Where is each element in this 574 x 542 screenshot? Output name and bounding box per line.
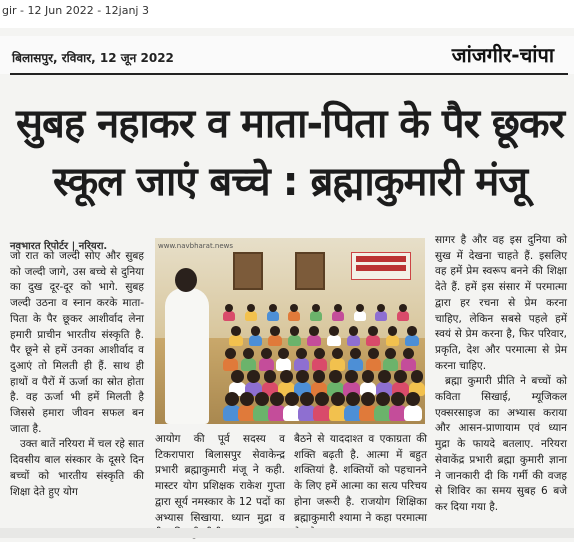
column-3-paragraph: बैठने से याददाश्त व एकाग्रता की शक्ति बढ़ती है. आत्मा में बहुत शक्तियां है. शक्तियों को पहचानने के लिए हमें आत्मा का सत्य परिचय होना जरूरी है. राजयोग शिक्षिका ब्रह्माकुमारी श्यामा ने कहा परमात्मा [294, 433, 427, 524]
article-column-4 [435, 233, 567, 516]
photo-child [313, 370, 326, 383]
photo-child [247, 370, 260, 383]
photo-child-body [249, 335, 263, 347]
photo-child [368, 348, 379, 359]
photo-child [345, 370, 358, 383]
column-1-paragraph-2: उक्त बातें नरियरा में चल रहे सात दिवसीय बाल संस्कार के दूसरे दिन बच्चों को भारतीय संस्कृति की शिक्षा देते हुए योग [10, 438, 144, 498]
photo-child-body [223, 311, 235, 321]
photo-child-body [354, 311, 366, 321]
photo-child [240, 392, 254, 406]
photo-child [329, 326, 339, 336]
column-2-paragraph: आयोग की पूर्व सदस्य व टिकरापारा बिलासपुर सेवाकेन्द्र प्रभारी ब्रह्माकुमारी मंजू ने कही. मास्टर योग प्रशिक्षक राकेश गुप्ता द्वारा सूर्य नमस्कार के 12 पदों का अभ्यास सिखाया. ध्यान मुद्रा व [155, 433, 285, 524]
photo-child-body [405, 335, 419, 347]
article-column-3 [294, 432, 427, 542]
photo-child [269, 304, 277, 312]
photo-child-body [375, 311, 387, 321]
headline-line-1: सुबह नहाकर व माता-पिता के पैर छूकर [16, 101, 564, 147]
photo-child-body [288, 311, 300, 321]
photo-child [346, 392, 360, 406]
byline: नवभारत रिपोर्टर | नरियरा. [10, 241, 108, 252]
photo-child-body [397, 311, 409, 321]
photo-child [349, 326, 359, 336]
photo-child [350, 348, 361, 359]
article-column-2 [155, 432, 285, 542]
photo-child [290, 326, 300, 336]
photo-child [394, 370, 407, 383]
photo-child [243, 348, 254, 359]
column-4-paragraph-1: सागर है और वह इस दुनिया को सुख में देखना चाहते हैं. इसलिए वह हमें प्रेम स्वरूप बनने की शिक्षा देते हैं. हमें इस संसार में परमात्मा द्वारा हर रचना से प्रेम करना चाहिए, लेकिन सबसे पहले हमें स्वयं से प्रेम करना है, फिर परिवार, प्रकृति, देश और परमात्मा से प्रेम करना चाहिए. [435, 234, 567, 372]
page-meta: gir - 12 Jun 2022 - 12janj 3 [2, 4, 149, 17]
photo-child-body [276, 358, 291, 371]
photo-child [261, 348, 272, 359]
news-photo [155, 238, 425, 424]
photo-child [251, 326, 261, 336]
photo-child-body [401, 358, 416, 371]
photo-child-body [310, 311, 322, 321]
photo-child-body [268, 335, 282, 347]
photo-child-body [267, 311, 279, 321]
header-rule [10, 73, 568, 75]
photo-child-body [327, 335, 341, 347]
photo-child [407, 326, 417, 336]
column-1-paragraph-1: जो रात को जल्दी सोए और सुबह को जल्दी जागे, उस बच्चे से दुनिया का दुख दूर-दूर को भागे. सुबह जल्दी उठना व स्नान करके माता-पिता के पैर छूकर आशीर्वाद लेना हमारी प्राचीन भारतीय संस्कृति है. पैर छूने से हमें उनका आशीर्वाद व दुआएं तो मिलती ही हैं. साथ ही हाथों व पैरों में ऊर्जा का स्रोत होता है. वह ऊर्जा भी हमें मिलती है जिससे हमारा जीवन सफल बन जाता है. [10, 250, 144, 435]
photo-child [331, 392, 345, 406]
photo-child [411, 370, 424, 383]
photo-child [329, 370, 342, 383]
photo-child [231, 326, 241, 336]
photo-child-body [347, 335, 361, 347]
headline-line-2: स्कूल जाएं बच्चे : ब्रह्माकुमारी मंजू [52, 159, 528, 205]
photo-child [356, 304, 364, 312]
photo-child [309, 326, 319, 336]
photo-child-body [404, 405, 422, 421]
photo-child [231, 370, 244, 383]
photo-child [296, 370, 309, 383]
photo-child [225, 392, 239, 406]
photo-child-body [332, 311, 344, 321]
photo-child [391, 392, 405, 406]
photo-child-body [288, 335, 302, 347]
photo-child-body [245, 311, 257, 321]
photo-child-body [386, 335, 400, 347]
article-column-1 [10, 249, 144, 500]
photo-child [376, 392, 390, 406]
photo-child [378, 370, 391, 383]
dateline: बिलासपुर, रविवार, 12 जून 2022 [12, 51, 174, 65]
photo-speaker [165, 288, 209, 424]
photo-child [362, 370, 375, 383]
photo-source-url: www.navbharat.news [158, 242, 234, 250]
photo-child [368, 326, 378, 336]
photo-child [225, 348, 236, 359]
photo-child-body [330, 358, 345, 371]
photo-child [406, 392, 420, 406]
photo-child [388, 326, 398, 336]
photo-speaker-head [175, 268, 197, 292]
photo-child-body [307, 335, 321, 347]
photo-child-body [366, 335, 380, 347]
photo-child [264, 370, 277, 383]
photo-window [295, 252, 325, 290]
photo-child [247, 304, 255, 312]
edition-name: जांजगीर-चांपा [451, 43, 554, 67]
photo-child [225, 304, 233, 312]
photo-child [280, 370, 293, 383]
photo-banner [351, 252, 411, 280]
photo-child-body [383, 358, 398, 371]
photo-child [334, 304, 342, 312]
photo-child [332, 348, 343, 359]
page-footer-edge [0, 528, 574, 538]
photo-child [270, 326, 280, 336]
photo-child [361, 392, 375, 406]
photo-child-body [259, 358, 274, 371]
photo-child-body [229, 335, 243, 347]
column-4-paragraph-2: ब्रह्मा कुमारी प्रीति ने बच्चों को कविता सिखाई, म्यूजिकल एक्सरसाइज का अभ्यास कराया और आसन-प्राणायाम एवं ध्यान मुद्रा के फायदे बतलाए. नरियरा सेवाकेंद्र प्रभारी ब्रह्मा कुमारी ज्ञाना ने जानकारी दी कि गर्मी की वजह से शिविर का समय सुबह 6 बजे कर दिया गया है. [435, 375, 567, 513]
photo-child [314, 348, 325, 359]
photo-window [233, 252, 263, 290]
